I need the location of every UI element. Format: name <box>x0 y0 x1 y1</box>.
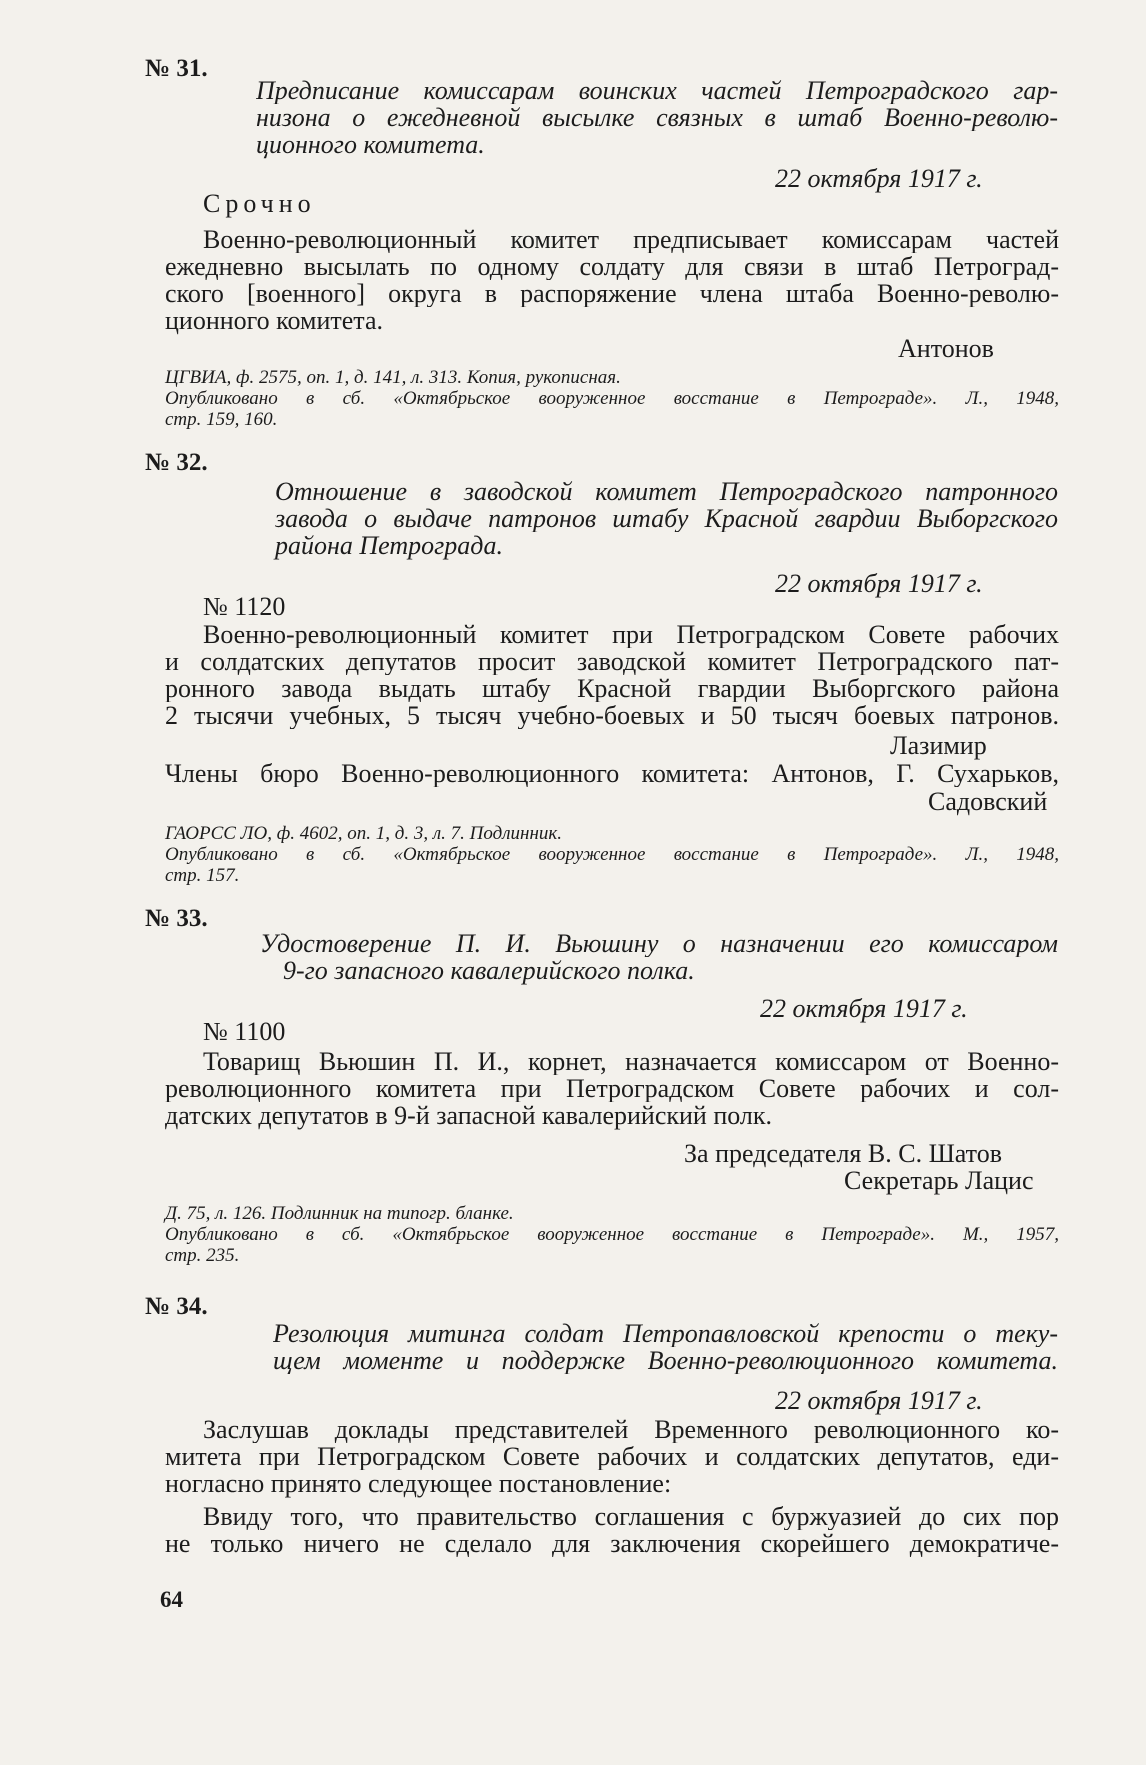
doc-31-date: 22 октября 1917 г. <box>775 164 983 193</box>
doc-31-number: № 31. <box>145 55 208 82</box>
doc-34-body-line-4: Ввиду того, что правительство соглашения с буржуазией до сих пор <box>203 1503 1059 1530</box>
doc-34-number: № 34. <box>145 1293 208 1320</box>
doc-32-number: № 32. <box>145 449 208 476</box>
doc-33-registration-number: № 1100 <box>203 1017 286 1046</box>
doc-33-title-line-1: Удостоверение П. И. Вьюшину о назначении его комиссаром <box>260 930 1058 957</box>
doc-32-body-line-2: и солдатских депутатов просит заводской комитет Петроградского пат- <box>165 648 1059 675</box>
doc-33-source-line-3: стр. 235. <box>165 1245 240 1266</box>
doc-31-source-line-1: ЦГВИА, ф. 2575, оп. 1, д. 141, л. 313. Копия, рукописная. <box>165 367 621 388</box>
doc-33-date: 22 октября 1917 г. <box>760 994 968 1023</box>
doc-34-body-line-5: не только ничего не сделало для заключения скорейшего демократиче- <box>165 1530 1059 1557</box>
doc-33-body-line-1: Товарищ Вьюшин П. И., корнет, назначается комиссаром от Военно- <box>203 1048 1059 1075</box>
doc-31-source-line-2: Опубликовано в сб. «Октябрьское вооруженное восстание в Петрограде». Л., 1948, <box>165 389 1059 409</box>
page-number: 64 <box>160 1587 183 1612</box>
doc-34-body-line-3: ногласно принято следующее постановление: <box>165 1469 672 1498</box>
doc-32-source-line-1: ГАОРСС ЛО, ф. 4602, оп. 1, д. 3, л. 7. Подлинник. <box>165 823 563 844</box>
doc-32-date: 22 октября 1917 г. <box>775 569 983 598</box>
doc-34-body-line-2: митета при Петроградском Совете рабочих и солдатских депутатов, еди- <box>165 1443 1059 1470</box>
doc-33-title-line-2: 9-го запасного кавалерийского полка. <box>283 956 695 985</box>
doc-31-signature: Антонов <box>898 334 994 363</box>
doc-32-members-last: Садовский <box>928 787 1048 816</box>
doc-31-title-line-2: низона о ежедневной высылке связных в штаб Военно-револю- <box>256 104 1058 131</box>
doc-34-title-line-1: Резолюция митинга солдат Петропавловской крепости о теку- <box>273 1320 1058 1347</box>
doc-31-body-line-3: ского [военного] округа в распоряжение члена штаба Военно-револю- <box>165 280 1059 307</box>
doc-32-members-line: Члены бюро Военно-революционного комитета: Антонов, Г. Сухарьков, <box>165 760 1059 787</box>
doc-31-title-line-3: ционного комитета. <box>256 130 485 159</box>
doc-31-body-line-4: ционного комитета. <box>165 306 383 335</box>
doc-31-body-line-2: ежедневно высылать по одному солдату для связи в штаб Петроград- <box>165 253 1059 280</box>
doc-34-title-line-2: щем моменте и поддержке Военно-революционного комитета. <box>273 1347 1058 1374</box>
doc-32-registration-number: № 1120 <box>203 592 286 621</box>
doc-34-date: 22 октября 1917 г. <box>775 1386 983 1415</box>
doc-33-number: № 33. <box>145 905 208 932</box>
doc-31-body-line-1: Военно-революционный комитет предписывает комиссарам частей <box>203 226 1059 253</box>
doc-32-body-line-1: Военно-революционный комитет при Петроградском Совете рабочих <box>203 621 1059 648</box>
doc-33-body-line-2: революционного комитета при Петроградском Совете рабочих и сол- <box>165 1075 1059 1102</box>
doc-34-body-line-1: Заслушав доклады представителей Временного революционного ко- <box>203 1416 1059 1443</box>
doc-33-source-line-1: Д. 75, л. 126. Подлинник на типогр. бланке. <box>165 1203 514 1224</box>
doc-33-source-line-2: Опубликовано в сб. «Октябрьское вооруженное восстание в Петрограде». М., 1957, <box>165 1225 1059 1245</box>
doc-31-urgency: Срочно <box>203 189 316 218</box>
doc-33-body-line-3: датских депутатов в 9-й запасной кавалерийский полк. <box>165 1101 773 1130</box>
doc-32-body-line-4: 2 тысячи учебных, 5 тысяч учебно-боевых и 50 тысяч боевых патронов. <box>165 702 1059 729</box>
doc-32-body-line-3: ронного завода выдать штабу Красной гвардии Выборгского района <box>165 675 1059 702</box>
doc-31-source-line-3: стр. 159, 160. <box>165 409 278 430</box>
doc-32-title-line-3: района Петрограда. <box>275 531 503 560</box>
doc-33-signature-line-1: За председателя В. С. Шатов <box>684 1139 1002 1168</box>
doc-32-source-line-2: Опубликовано в сб. «Октябрьское вооруженное восстание в Петрограде». Л., 1948, <box>165 845 1059 865</box>
doc-32-title-line-1: Отношение в заводской комитет Петроградского патронного <box>275 478 1058 505</box>
doc-33-signature-line-2: Секретарь Лацис <box>844 1166 1034 1195</box>
doc-32-source-line-3: стр. 157. <box>165 865 240 886</box>
doc-32-signature: Лазимир <box>890 731 987 760</box>
doc-32-title-line-2: завода о выдаче патронов штабу Красной гвардии Выборгского <box>275 505 1058 532</box>
doc-31-title-line-1: Предписание комиссарам воинских частей Петроградского гар- <box>256 77 1058 104</box>
